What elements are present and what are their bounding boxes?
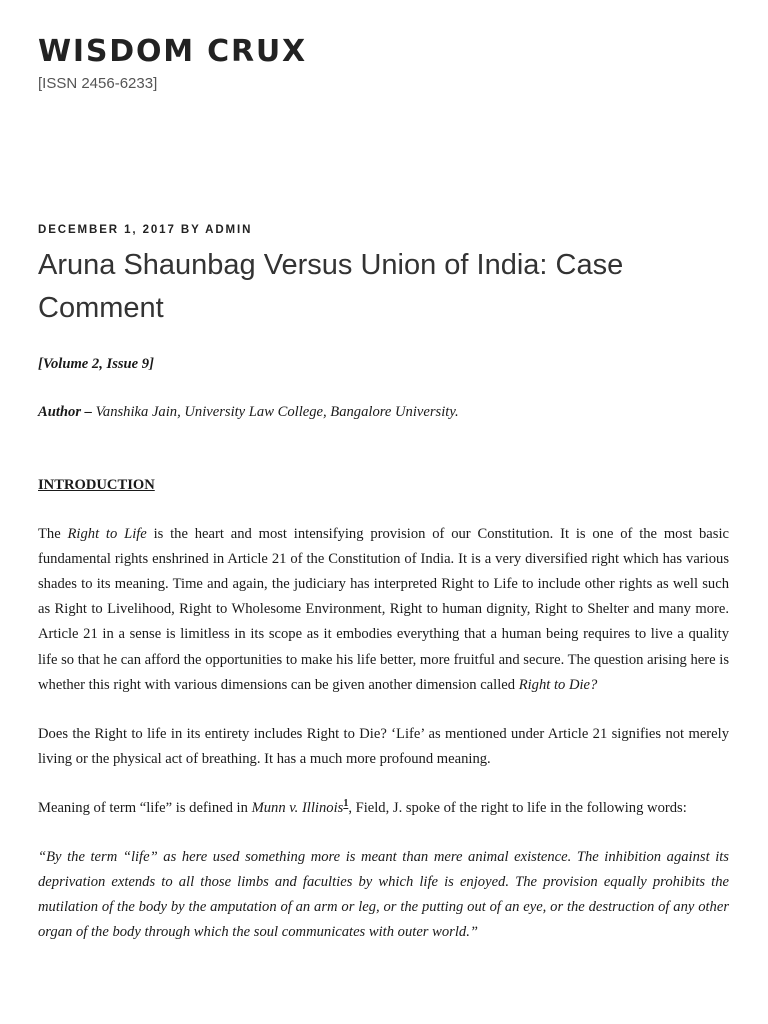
post-content (38, 352, 729, 945)
post-author-link[interactable]: ADMIN (205, 224, 253, 236)
p1-text-a: The (38, 525, 68, 542)
section-heading-introduction: INTRODUCTION (38, 477, 155, 494)
entry-meta (38, 224, 252, 236)
author-label: Author – (38, 404, 92, 421)
p1-right-to-life: Right to Life (67, 525, 147, 542)
post-date-link[interactable]: DECEMBER 1, 2017 (38, 224, 176, 236)
paragraph-2: Does the Right to life in its entirety includes Right to Die? ‘Life’ as mentioned under Article 21 signifies not merely living or the physical act of breathing. It has a much more profound meaning. (38, 726, 729, 768)
footnote-link-1[interactable]: 1 (343, 798, 349, 810)
p1-text-c: is the heart and most intensifying provision of our Constitution. It is one of the most basic fundamental rights enshrined in Article 21 of the Constitution of India. It is a very diversified right which has various shades to its meaning. Time and again, the judiciary has interpreted Right to Life to include other rights as well such as Right to Livelihood, Right to Wholesome Environment, Right to human dignity, Right to Shelter and many more. Article 21 in a sense is limitless in its scope as it embodies everything that a human being requires to live a quality life so that he can afford the opportunities to make his life better, more fruitful and secure. The question arising here is whether this right with various dimensions can be given another dimension called (38, 525, 729, 693)
p1-right-to-die: Right to Die? (518, 676, 598, 693)
p3-case-name: Munn v. Illinois (251, 800, 344, 817)
p3-text-c: , Field, J. spoke of the right to life in the following words: (348, 800, 687, 817)
site-description: [ISSN 2456-6233] (38, 75, 158, 92)
p3-text-a: Meaning of term “life” is defined in (38, 800, 252, 817)
author-line (38, 400, 729, 425)
byline-by: BY (180, 224, 201, 236)
post-title: Aruna Shaunbag Versus Union of India: Case Comment (38, 249, 624, 324)
paragraph-3 (38, 796, 729, 821)
paragraph-1 (38, 522, 729, 698)
volume-issue: [Volume 2, Issue 9] (38, 356, 154, 372)
author-value: Vanshika Jain, University Law College, Bangalore University. (91, 404, 459, 421)
site-title-link[interactable]: WISDOM CRUX (38, 34, 307, 69)
quote-munn-v-illinois: “By the term “life” as here used something more is meant than mere animal existence. The inhibition against its deprivation extends to all those limbs and faculties by which life is enjoyed. The provision equally prohibits the mutilation of the body by the amputation of an arm or leg, or the putting out of an eye, or the destruction of any other organ of the body through which the soul communicates with outer world.” (38, 848, 729, 941)
